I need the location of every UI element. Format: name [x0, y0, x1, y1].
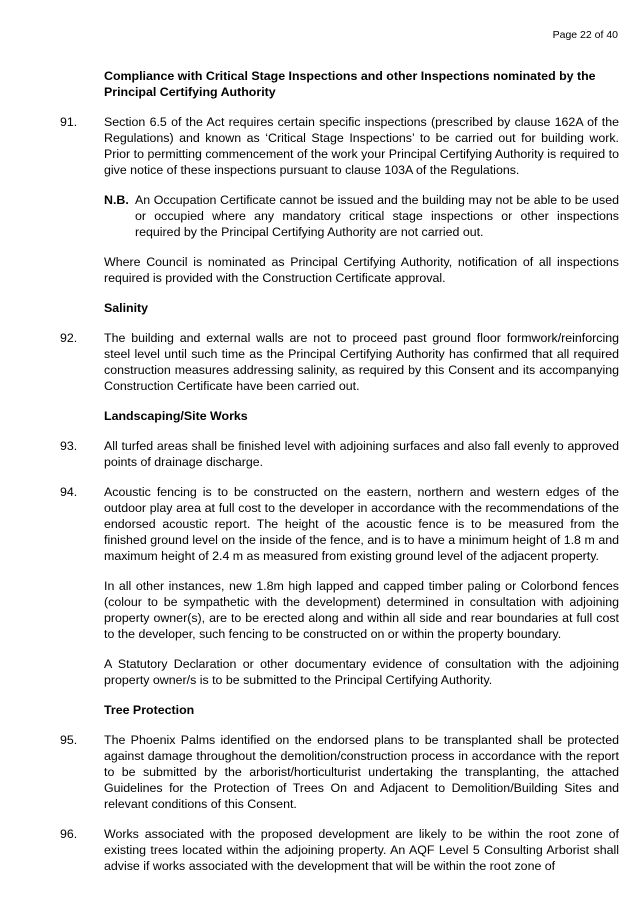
clause-91-note: Where Council is nominated as Principal Certifying Authority, notification of all inspections required is provided with the Construction Certificate approval.: [104, 255, 619, 285]
nb-label: N.B.: [104, 193, 129, 207]
section-heading-inspections: Compliance with Critical Stage Inspections and other Inspections nominated by the Principal Certifying Authority: [104, 69, 596, 99]
clause-number: 91.: [60, 115, 78, 129]
clause-number: 93.: [60, 439, 78, 453]
clause-text: The building and external walls are not to proceed past ground floor formwork/reinforcing steel level until such time as the Principal Certifying Authority has confirmed that all required construction measures addressing salinity, as required by this Consent and its accompanying Construction Certificate have been carried out.: [104, 331, 619, 393]
clause-96: [60, 826, 619, 874]
clause-number: 95.: [60, 733, 78, 747]
document-body: [60, 68, 619, 888]
clause-93: [60, 438, 619, 470]
clause-text: All turfed areas shall be finished level with adjoining surfaces and also fall evenly to approved points of drainage discharge.: [104, 439, 619, 469]
clause-91: [60, 114, 619, 178]
clause-number: 96.: [60, 827, 78, 841]
clause-94-declaration-note: A Statutory Declaration or other documentary evidence of consultation with the adjoining property owner/s is to be submitted to the Principal Certifying Authority.: [104, 657, 619, 687]
nb-text: An Occupation Certificate cannot be issued and the building may not be able to be used or occupied where any mandatory critical stage inspections or other inspections required by the Principal Certifying Authority are not carried out.: [135, 193, 619, 239]
section-heading-salinity: Salinity: [104, 301, 149, 315]
clause-text: Works associated with the proposed development are likely to be within the root zone of existing trees located within the adjoining property. An AQF Level 5 Consulting Arborist shall advise if works associated with the development that will be within the root zone of: [104, 827, 619, 873]
section-heading-tree-protection: Tree Protection: [104, 703, 195, 717]
nota-bene: [104, 192, 619, 240]
clause-92: [60, 330, 619, 394]
clause-number: 94.: [60, 485, 78, 499]
clause-text: Acoustic fencing is to be constructed on the eastern, northern and western edges of the outdoor play area at full cost to the developer in accordance with the recommendations of the endorsed acoustic report. The height of the acoustic fence is to be measured from the finished ground level on the inside of the fence, and is to have a minimum height of 1.8 m and maximum height of 2.4 m as measured from existing ground level of the adjacent property.: [104, 485, 619, 563]
clause-94: [60, 484, 619, 564]
clause-text: The Phoenix Palms identified on the endorsed plans to be transplanted shall be protected against damage throughout the demolition/construction process in accordance with the report to be submitted by the arborist/horticulturist undertaking the transplanting, the attached Guidelines for the Protection of Trees On and Adjacent to Demolition/Building Sites and relevant conditions of this Consent.: [104, 733, 619, 811]
page-number: Page 22 of 40: [552, 29, 618, 41]
clause-94-fencing-note: In all other instances, new 1.8m high lapped and capped timber paling or Colorbond fences (colour to be sympathetic with the development) determined in consultation with adjoining property owner(s), are to be erected along and within all side and rear boundaries at full cost to the developer, such fencing to be constructed on or within the property boundary.: [104, 579, 619, 641]
clause-text: Section 6.5 of the Act requires certain specific inspections (prescribed by clause 162A of the Regulations) and known as ‘Critical Stage Inspections’ to be carried out for building work. Prior to permitting commencement of the work your Principal Certifying Authority is required to give notice of these inspections pursuant to clause 103A of the Regulations.: [104, 115, 619, 177]
clause-95: [60, 732, 619, 812]
clause-number: 92.: [60, 331, 78, 345]
section-heading-landscaping: Landscaping/Site Works: [104, 409, 248, 423]
